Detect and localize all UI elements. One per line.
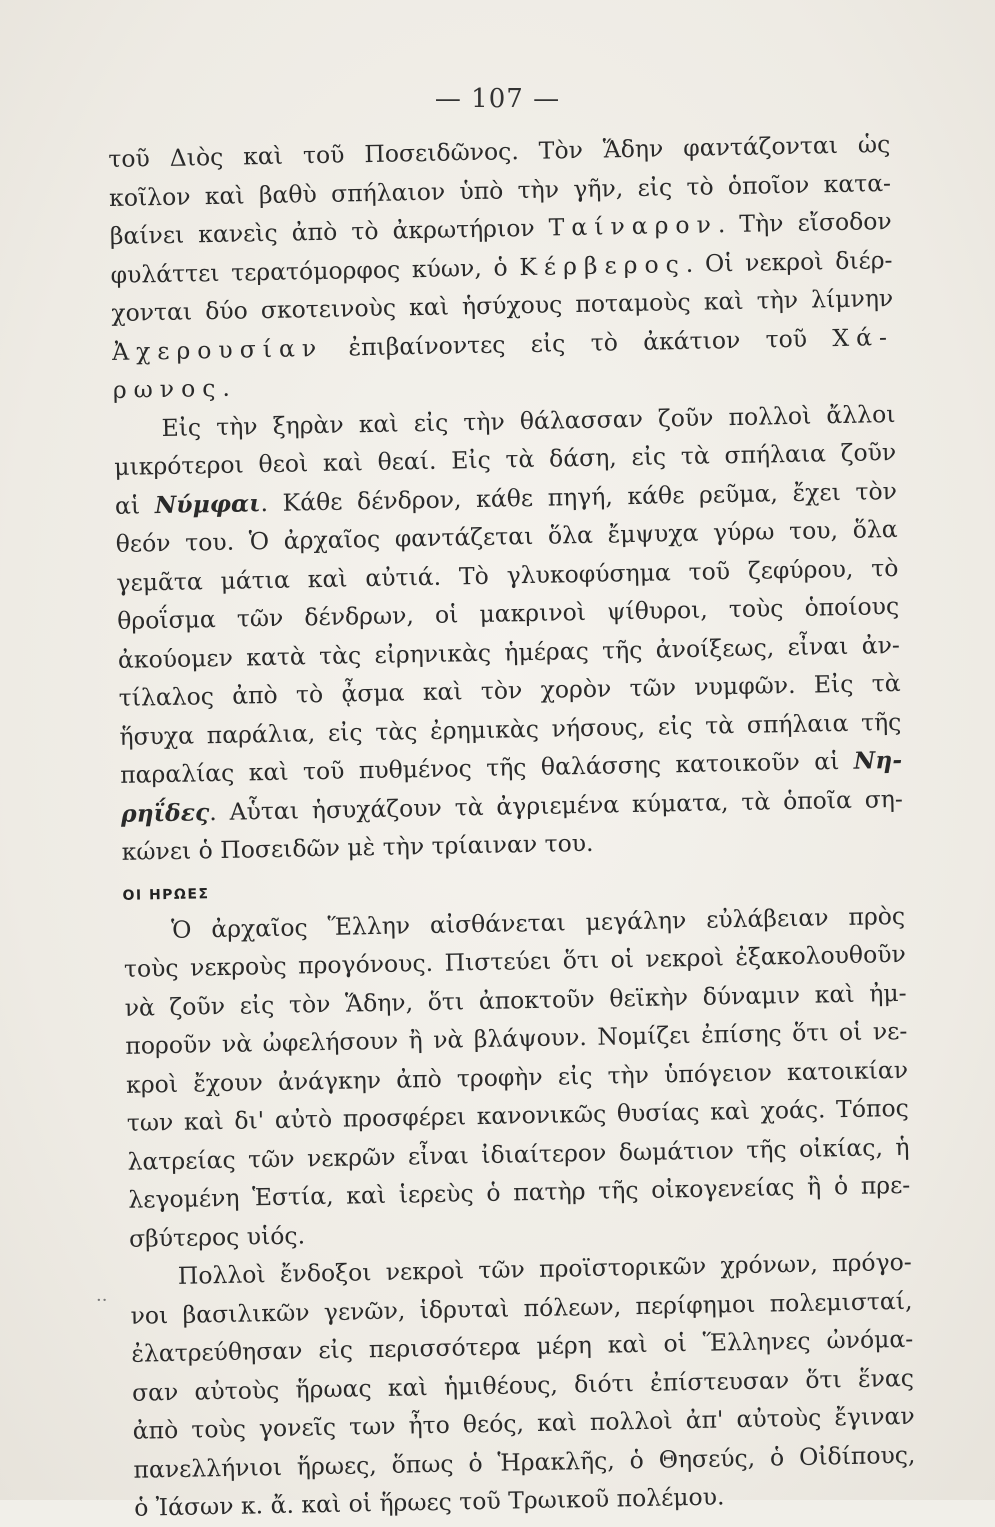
text-run: τίλαλος ἀπὸ τὸ ᾆσμα καὶ τὸν χορὸν τῶν νυμφῶν. Εἰς τὰ [118,668,901,712]
text-run: ποροῦν νὰ ὠφελήσουν ἢ νὰ βλάψουν. Νομίζει ἐπίσης ὅτι οἱ νε- [125,1016,908,1060]
text-run: νοι βασιλικῶν γενῶν, ἱδρυταὶ πόλεων, περίφημοι πολεμισταί, [130,1286,913,1330]
text-run: τοῦ Διὸς καὶ τοῦ Ποσειδῶνος. Τὸν Ἅδην φαντάζονται ὡς [108,129,891,173]
text-run: λεγομένη Ἑστία, καὶ ἱερεὺς ὁ πατὴρ τῆς οἰκογενείας ἢ ὁ πρε- [128,1170,911,1214]
margin-mark: ·· [96,1290,108,1311]
text-run: γεμᾶτα μάτια καὶ αὐτιά. Τὸ γλυκοφύσημα τοῦ ζεφύρου, τὸ [116,553,899,597]
text-run: . Κάθε δένδρον, κάθε πηγή, κάθε ρεῦμα, ἔχει τὸν [260,476,898,517]
text-run: παραλίας καὶ τοῦ πυθμένος τῆς θαλάσσης κατοικοῦν αἱ [119,746,854,789]
text-run: ἐπιβαίνοντες εἰς τὸ ἀκάτιον τοῦ [322,323,833,362]
text-run: Ὁ ἀρχαῖος Ἕλλην αἰσθάνεται μεγάλην εὐλάβειαν πρὸς [170,901,906,944]
text-run: νὰ ζοῦν εἰς τὸν Ἅδην, ὅτι ἀποκτοῦν θεϊκὴν δύναμιν καὶ ἠμ- [124,978,907,1022]
text-run: κώνει ὁ Ποσειδῶν μὲ τὴν τρίαιναν του. [121,828,594,866]
text-run: . Οἱ νεκροὶ διέρ- [685,245,893,278]
text-run: λατρείας τῶν νεκρῶν εἶναι ἰδιαίτερον δωμάτιον τῆς οἰκίας, ἡ [127,1132,910,1176]
spaced-name: Χά- [832,322,895,352]
page-text [108,125,916,1527]
text-run: Πολλοὶ ἔνδοξοι νεκροὶ τῶν προϊστορικῶν χρόνων, πρόγο- [177,1247,912,1290]
text-run: τοὺς νεκροὺς προγόνους. Πιστεύει ὅτι οἱ νεκροὶ ἐξακολουθοῦν [123,939,907,983]
spaced-name: ρωνος. [112,373,238,404]
spaced-name: Ταίναρον [548,210,719,242]
text-run: κοῖλον καὶ βαθὺ σπήλαιον ὑπὸ τὴν γῆν, εἰς τὸ ὁποῖον κατα- [108,168,892,212]
text-run: . Αὗται ἡσυχάζουν τὰ ἀγριεμένα κύματα, τὰ ὁποῖα ση- [209,784,904,826]
section-heading: ΟΙ ΗΡΩΕΣ [122,885,210,904]
text-run: αἱ [114,490,156,520]
text-run: πανελλήνιοι ἥρωες, ὅπως ὁ Ἡρακλῆς, ὁ Θησεύς, ὁ Οἰδίπους, [133,1440,916,1484]
text-run: μικρότεροι θεοὶ καὶ θεαί. Εἰς τὰ δάση, εἰς τὰ σπήλαια ζοῦν [114,437,897,481]
emphasis: Νη- [853,745,903,775]
text-run: ἀπὸ τοὺς γονεῖς των ἦτο θεός, καὶ πολλοὶ ἀπ' αὐτοὺς ἔγιναν [132,1401,915,1445]
emphasis: Νύμφαι [154,488,261,519]
page-number: — 107 — [434,84,561,114]
text-run: χονται δύο σκοτεινοὺς καὶ ἡσύχους ποταμοὺς καὶ τὴν λίμνην [111,283,894,327]
text-run: ἀκούομεν κατὰ τὰς εἰρηνικὰς ἡμέρας τῆς ἀνοίξεως, εἶναι ἀν- [117,630,901,674]
spaced-name: Κέρβερος [519,249,687,281]
text-run: θροΐσμα τῶν δένδρων, οἱ μακρινοὶ ψίθυροι, τοὺς ὁποίους [116,591,900,635]
text-run: κροὶ ἔχουν ἀνάγκην ἀπὸ τροφὴν εἰς τὴν ὑπόγειον κατοικίαν [125,1055,909,1099]
emphasis: ρηΐδες [120,797,210,828]
text-run: ὁ Ἰάσων κ. ἄ. καὶ οἱ ἥρωες τοῦ Τρωικοῦ πολέμου. [133,1482,725,1522]
text-run: φυλάττει τερατόμορφος κύων, ὁ [110,252,520,289]
text-run: βαίνει κανεὶς ἀπὸ τὸ ἀκρωτήριον [109,213,549,250]
text-run: των καὶ δι' αὐτὸ προσφέρει κανονικῶς θυσίας καὶ χοάς. Τόπος [126,1093,909,1137]
text-run: σβύτερος υἱός. [128,1220,306,1253]
text-run: ἐλατρεύθησαν εἰς περισσότερα μέρη καὶ οἱ Ἕλληνες ὠνόμα- [131,1324,914,1368]
text-run: ἥσυχα παράλια, εἰς τὰς ἐρημικὰς νήσους, εἰς τὰ σπήλαια τῆς [119,707,902,751]
spaced-name: Ἀχερουσίαν [111,333,324,366]
text-run: σαν αὐτοὺς ἥρωας καὶ ἡμιθέους, διότι ἐπίστευσαν ὅτι ἕνας [131,1363,915,1407]
text-run: θεόν του. Ὁ ἀρχαῖος φαντάζεται ὅλα ἔμψυχα γύρω του, ὅλα [115,514,898,558]
text-run: . Τὴν εἴσοδον [717,206,892,239]
text-run: Εἰς τὴν ξηρὰν καὶ εἰς τὴν θάλασσαν ζοῦν πολλοὶ ἄλλοι [161,399,896,442]
